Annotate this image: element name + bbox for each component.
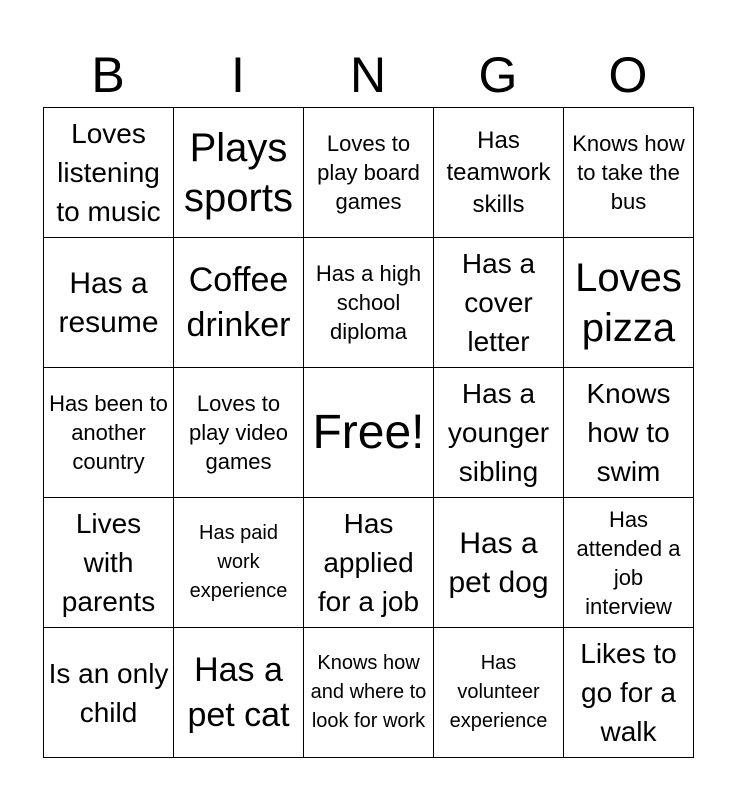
bingo-cell[interactable] [434,498,564,628]
cell-text: Has volunteer experience [449,652,548,732]
bingo-cell[interactable] [44,628,174,758]
bingo-cell[interactable] [564,368,694,498]
bingo-cell[interactable] [564,628,694,758]
cell-text: Knows how to swim [586,378,671,487]
cell-text: Has a high school diploma [315,261,422,344]
bingo-cell[interactable] [304,108,434,238]
bingo-cell[interactable] [564,498,694,628]
header-letter-b: B [91,47,125,103]
bingo-cell[interactable] [44,368,174,498]
cell-text: Has teamwork skills [446,126,551,218]
header-letter-g: G [478,47,518,103]
bingo-cell[interactable] [304,238,434,368]
cell-text: Has attended a job interview [576,506,681,619]
bingo-cell[interactable] [174,368,304,498]
cell-text: Is an only child [48,657,169,728]
bingo-cell[interactable] [434,238,564,368]
bingo-cell[interactable] [434,628,564,758]
cell-text: Likes to go for a walk [580,638,677,747]
bingo-cell[interactable] [174,238,304,368]
free-text: Free! [312,405,425,459]
bingo-cell[interactable] [564,238,694,368]
bingo-cell[interactable] [304,628,434,758]
bingo-header [43,44,693,106]
bingo-cell[interactable] [304,498,434,628]
bingo-cell[interactable] [174,628,304,758]
cell-text: Loves pizza [575,255,682,350]
cell-text: Has a cover letter [461,248,536,357]
cell-text: Knows how and where to look for work [310,652,427,732]
cell-text: Plays sports [184,125,293,220]
header-letter-n: N [349,47,387,103]
header-letter-i: I [231,47,245,103]
bingo-cell[interactable] [174,108,304,238]
cell-text: Lives with parents [61,508,156,617]
bingo-cell[interactable] [44,238,174,368]
cell-text: Has a resume [58,266,159,339]
cell-text: Has been to another country [49,391,168,474]
cell-text: Knows how to take the bus [572,131,685,214]
cell-text: Has a pet dog [448,526,549,599]
cell-text: Has a younger sibling [447,378,550,487]
cell-text: Loves to play board games [317,131,420,214]
cell-text: Coffee drinker [186,260,291,344]
bingo-cell[interactable] [564,108,694,238]
bingo-cell[interactable] [174,498,304,628]
cell-text: Has paid work experience [189,522,288,602]
header-letter-o: O [608,47,648,103]
bingo-cell[interactable] [44,498,174,628]
cell-text: Has applied for a job [317,508,420,617]
bingo-cell[interactable] [434,368,564,498]
cell-text: Loves listening to music [56,118,161,227]
free-cell[interactable] [304,368,434,498]
cell-text: Has a pet cat [187,650,290,734]
bingo-cell[interactable] [434,108,564,238]
bingo-board [43,107,694,758]
bingo-cell[interactable] [44,108,174,238]
cell-text: Loves to play video games [188,391,289,474]
